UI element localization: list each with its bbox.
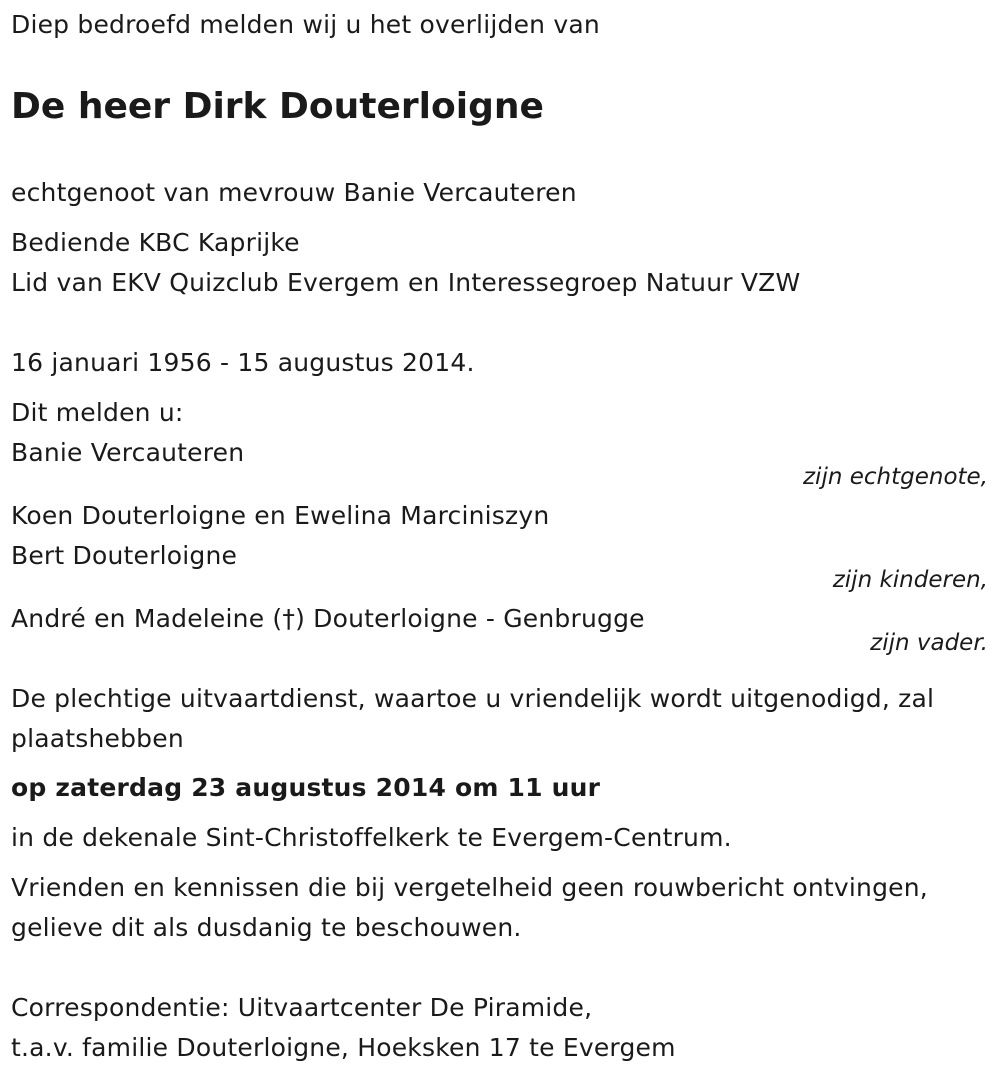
- announcers-intro: Dit melden u:: [11, 398, 184, 427]
- service-datetime: op zaterdag 23 augustus 2014 om 11 uur: [11, 773, 601, 802]
- child-name-1: Koen Douterloigne en Ewelina Marciniszyn: [11, 501, 550, 530]
- service-invitation-line1: De plechtige uitvaartdienst, waartoe u vriendelijk wordt uitgenodigd, zal: [11, 684, 935, 713]
- spouse-role: zijn echtgenote,: [802, 464, 988, 490]
- correspondence-line1: Correspondentie: Uitvaartcenter De Piramide,: [11, 993, 593, 1022]
- children-role: zijn kinderen,: [832, 567, 988, 593]
- father-name: André en Madeleine (†) Douterloigne - Genbrugge: [11, 604, 645, 633]
- deceased-name: De heer Dirk Douterloigne: [11, 86, 544, 127]
- service-location: in de dekenale Sint-Christoffelkerk te Evergem-Centrum.: [11, 823, 732, 852]
- father-role: zijn vader.: [870, 630, 988, 656]
- life-dates: 16 januari 1956 - 15 augustus 2014.: [11, 348, 475, 377]
- child-name-2: Bert Douterloigne: [11, 541, 238, 570]
- membership: Lid van EKV Quizclub Evergem en Interessegroep Natuur VZW: [11, 268, 801, 297]
- intro-text: Diep bedroefd melden wij u het overlijden van: [11, 10, 600, 39]
- notice-line1: Vrienden en kennissen die bij vergetelheid geen rouwbericht ontvingen,: [11, 873, 928, 902]
- notice-line2: gelieve dit als dusdanig te beschouwen.: [11, 913, 522, 942]
- occupation: Bediende KBC Kaprijke: [11, 228, 300, 257]
- spouse-line: echtgenoot van mevrouw Banie Vercauteren: [11, 178, 577, 207]
- correspondence-line2: t.a.v. familie Douterloigne, Hoeksken 17 te Evergem: [11, 1033, 676, 1062]
- service-invitation-line2: plaatshebben: [11, 724, 184, 753]
- spouse-name: Banie Vercauteren: [11, 438, 245, 467]
